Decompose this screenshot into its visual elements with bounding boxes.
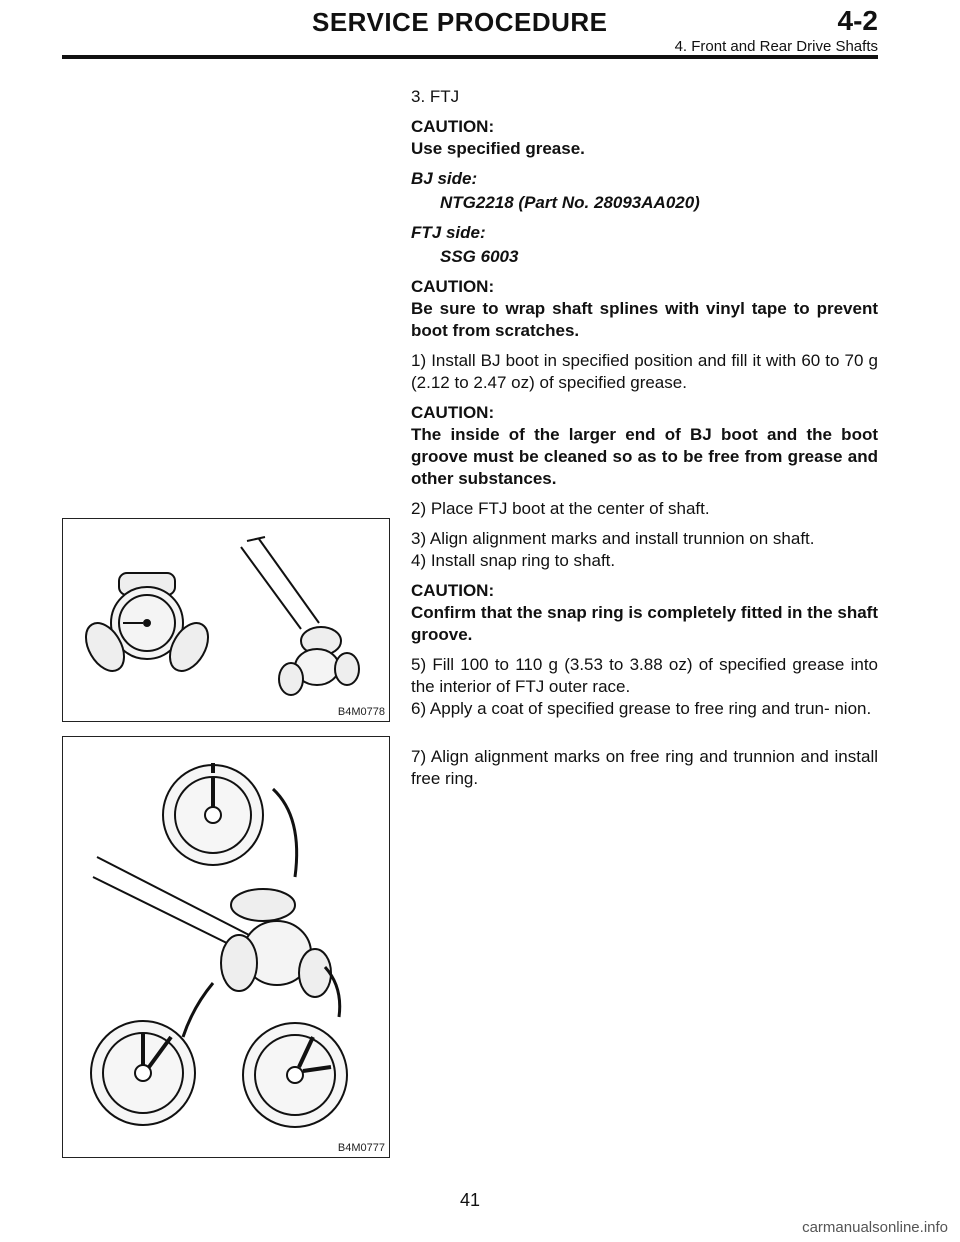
figure-code: B4M0778 bbox=[337, 706, 385, 718]
caution-text: Be sure to wrap shaft splines with vinyl tape to prevent boot from scratches. bbox=[411, 299, 878, 340]
ftj-section bbox=[411, 86, 878, 528]
trunnion-section bbox=[411, 528, 878, 728]
page-number: 41 bbox=[459, 1190, 481, 1210]
step-3: 3) Align alignment marks and install trunnion on shaft. bbox=[411, 529, 815, 548]
figure-trunnion bbox=[62, 518, 390, 722]
caution-text: The inside of the larger end of BJ boot and the boot groove must be cleaned so as to be free from grease and other substances. bbox=[411, 425, 878, 488]
caution-text: Use specified grease. bbox=[411, 139, 585, 158]
free-ring-section bbox=[411, 746, 878, 798]
free-ring-illustration bbox=[63, 737, 389, 1157]
step-7: 7) Align alignment marks on free ring and trunnion and install free ring. bbox=[411, 747, 878, 788]
step-5: 5) Fill 100 to 110 g (3.53 to 3.88 oz) of specified grease into the interior of FTJ outer race. bbox=[411, 655, 878, 696]
trunnion-illustration bbox=[63, 519, 389, 721]
step-2: 2) Place FTJ boot at the center of shaft. bbox=[411, 499, 710, 518]
section-subtitle: 4. Front and Rear Drive Shafts bbox=[674, 38, 878, 55]
figure-code: B4M0777 bbox=[337, 1142, 385, 1154]
step-4: 4) Install snap ring to shaft. bbox=[411, 551, 616, 570]
bj-side-grease: NTG2218 (Part No. 28093AA020) bbox=[440, 193, 700, 212]
step-1: 1) Install BJ boot in specified position and fill it with 60 to 70 g (2.12 to 2.47 oz) of specified grease. bbox=[411, 351, 878, 392]
ftj-heading: 3. FTJ bbox=[411, 87, 460, 106]
caution-text: Confirm that the snap ring is completely fitted in the shaft groove. bbox=[411, 603, 878, 644]
page-header-title: SERVICE PROCEDURE bbox=[312, 7, 608, 37]
header-rule bbox=[62, 55, 878, 59]
caution-label: CAUTION: bbox=[411, 277, 495, 296]
figure-free-ring bbox=[62, 736, 390, 1158]
caution-label: CAUTION: bbox=[411, 403, 495, 422]
step-6: 6) Apply a coat of specified grease to free ring and trun- nion. bbox=[411, 699, 872, 718]
watermark: carmanualsonline.info bbox=[802, 1219, 948, 1236]
caution-label: CAUTION: bbox=[411, 117, 495, 136]
caution-label: CAUTION: bbox=[411, 581, 495, 600]
ftj-side-label: FTJ side: bbox=[411, 223, 486, 242]
bj-side-label: BJ side: bbox=[411, 169, 478, 188]
section-number: 4-2 bbox=[837, 5, 878, 36]
ftj-side-grease: SSG 6003 bbox=[440, 247, 519, 266]
